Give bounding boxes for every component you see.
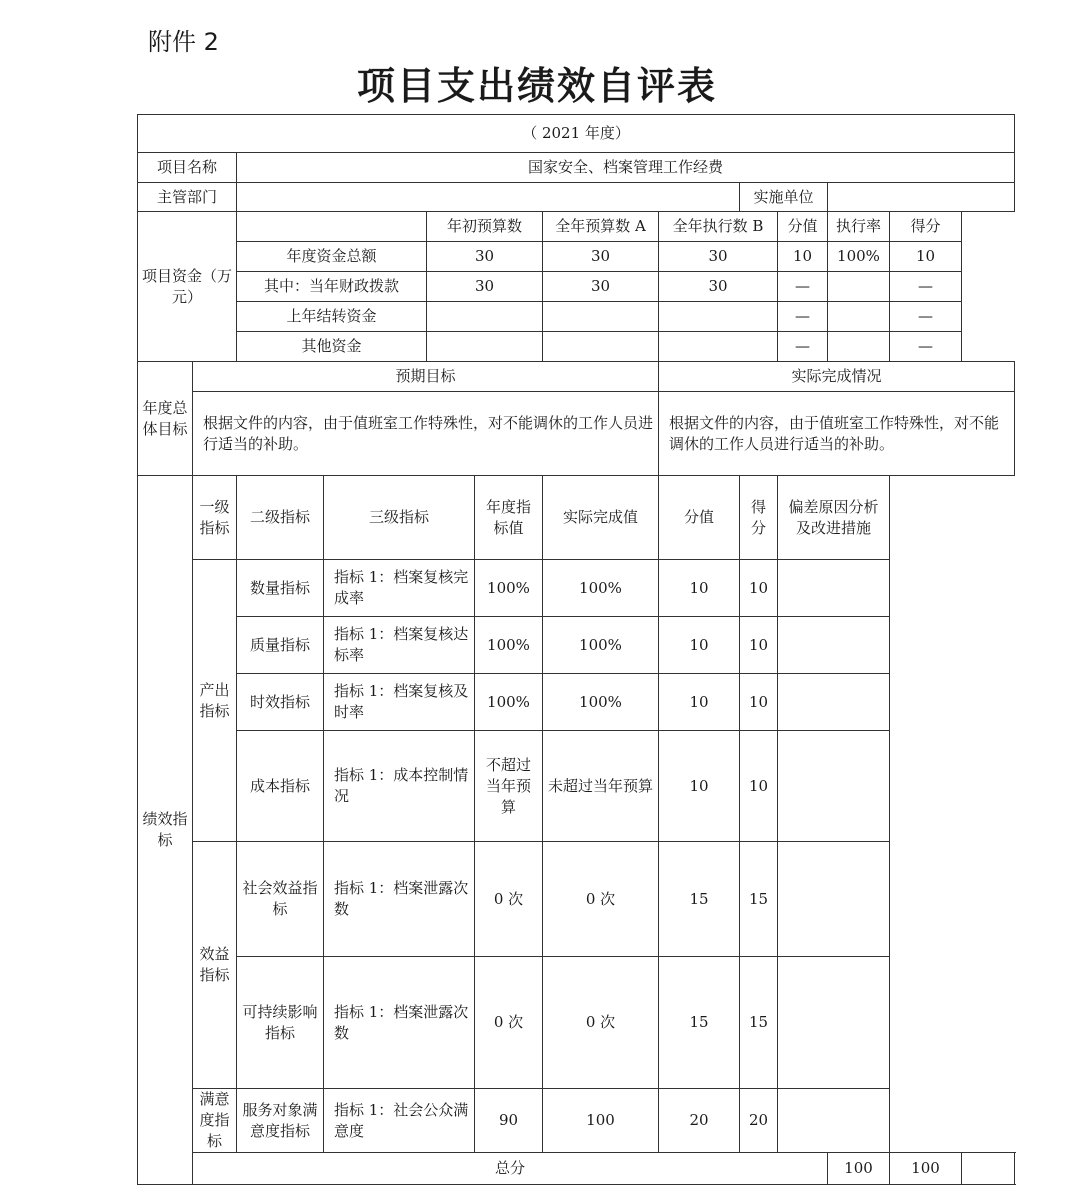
indicator-points: 10 xyxy=(659,617,740,674)
actual-value: 100 xyxy=(543,1089,659,1153)
target-value: 100% xyxy=(475,617,543,674)
indicator-score: 10 xyxy=(740,617,778,674)
level2-indicator: 成本指标 xyxy=(237,731,324,842)
funds-row-label: 年度资金总额 xyxy=(237,242,427,272)
funds-cell: — xyxy=(778,302,828,332)
unit-value xyxy=(828,183,1015,212)
project-name-label: 项目名称 xyxy=(138,153,237,183)
indicator-score: 15 xyxy=(740,842,778,957)
funds-header: 全年执行数 B xyxy=(659,212,778,242)
project-name-value: 国家安全、档案管理工作经费 xyxy=(237,153,1015,183)
indicator-score: 10 xyxy=(740,731,778,842)
total-points: 100 xyxy=(828,1153,890,1185)
total-score: 100 xyxy=(890,1153,962,1185)
level2-indicator: 时效指标 xyxy=(237,674,324,731)
funds-row-label: 上年结转资金 xyxy=(237,302,427,332)
total-label: 总分 xyxy=(193,1153,828,1185)
deviation-note xyxy=(778,560,890,617)
indicator-points: 10 xyxy=(659,560,740,617)
unit-label: 实施单位 xyxy=(740,183,828,212)
page-title: 项目支出绩效自评表 xyxy=(356,63,717,108)
level3-indicator: 指标 1：档案泄露次数 xyxy=(324,957,475,1089)
funds-cell: 10 xyxy=(890,242,962,272)
funds-cell: 30 xyxy=(543,272,659,302)
year-caption: （ 2021 年度） xyxy=(138,115,1015,153)
funds-header: 分值 xyxy=(778,212,828,242)
funds-header: 执行率 xyxy=(828,212,890,242)
level2-indicator: 服务对象满意度指标 xyxy=(237,1089,324,1153)
level3-indicator: 指标 1：成本控制情况 xyxy=(324,731,475,842)
funds-cell xyxy=(427,302,543,332)
funds-cell: 30 xyxy=(659,242,778,272)
output-indicator-label: 产出指标 xyxy=(193,560,237,842)
deviation-note xyxy=(778,617,890,674)
actual-value: 未超过当年预算 xyxy=(543,731,659,842)
indicator-points: 15 xyxy=(659,957,740,1089)
indicator-score: 10 xyxy=(740,560,778,617)
level3-indicator: 指标 1：社会公众满意度 xyxy=(324,1089,475,1153)
actual-value: 0 次 xyxy=(543,957,659,1089)
target-value: 不超过当年预算 xyxy=(475,731,543,842)
funds-cell: — xyxy=(890,272,962,302)
funds-cell xyxy=(659,302,778,332)
target-value: 0 次 xyxy=(475,957,543,1089)
level3-indicator: 指标 1：档案复核及时率 xyxy=(324,674,475,731)
performance-label: 绩效指标 xyxy=(138,476,193,1185)
indicator-score: 15 xyxy=(740,957,778,1089)
self-evaluation-table xyxy=(137,114,1015,1185)
target-value: 100% xyxy=(475,560,543,617)
perf-header: 偏差原因分析及改进措施 xyxy=(778,476,890,560)
actual-goal-text: 根据文件的内容，由于值班室工作特殊性，对不能调休的工作人员进行适当的补助。 xyxy=(659,392,1015,476)
indicator-points: 15 xyxy=(659,842,740,957)
level2-indicator: 可持续影响指标 xyxy=(237,957,324,1089)
funds-cell: — xyxy=(778,272,828,302)
perf-header: 分值 xyxy=(659,476,740,560)
funds-cell: 30 xyxy=(427,242,543,272)
actual-value: 100% xyxy=(543,560,659,617)
dept-value xyxy=(237,183,740,212)
funds-cell xyxy=(427,332,543,362)
indicator-score: 20 xyxy=(740,1089,778,1153)
expected-goal-text: 根据文件的内容，由于值班室工作特殊性，对不能调休的工作人员进行适当的补助。 xyxy=(193,392,659,476)
satisfaction-indicator-label: 满意度指标 xyxy=(193,1089,237,1153)
actual-value: 100% xyxy=(543,674,659,731)
funds-cell xyxy=(659,332,778,362)
level3-indicator: 指标 1：档案泄露次数 xyxy=(324,842,475,957)
deviation-note xyxy=(778,1089,890,1153)
perf-header: 得分 xyxy=(740,476,778,560)
funds-cell: 30 xyxy=(659,272,778,302)
expected-goal-header: 预期目标 xyxy=(193,362,659,392)
funds-header: 得分 xyxy=(890,212,962,242)
indicator-points: 10 xyxy=(659,674,740,731)
funds-cell: — xyxy=(890,302,962,332)
funds-header: 全年预算数 A xyxy=(543,212,659,242)
indicator-score: 10 xyxy=(740,674,778,731)
funds-cell xyxy=(828,272,890,302)
benefit-indicator-label: 效益指标 xyxy=(193,842,237,1089)
indicator-points: 10 xyxy=(659,731,740,842)
attachment-label: 附件 2 xyxy=(148,28,219,56)
perf-header: 年度指标值 xyxy=(475,476,543,560)
funds-header: 年初预算数 xyxy=(427,212,543,242)
annual-goal-label: 年度总体目标 xyxy=(138,362,193,476)
perf-header: 三级指标 xyxy=(324,476,475,560)
funds-cell: 10 xyxy=(778,242,828,272)
indicator-points: 20 xyxy=(659,1089,740,1153)
funds-header-blank xyxy=(237,212,427,242)
level3-indicator: 指标 1：档案复核完成率 xyxy=(324,560,475,617)
funds-cell xyxy=(543,332,659,362)
funds-row-label: 其他资金 xyxy=(237,332,427,362)
deviation-note xyxy=(778,731,890,842)
funds-cell xyxy=(828,302,890,332)
actual-goal-header: 实际完成情况 xyxy=(659,362,1015,392)
funds-cell: 100% xyxy=(828,242,890,272)
level2-indicator: 质量指标 xyxy=(237,617,324,674)
perf-header: 一级指标 xyxy=(193,476,237,560)
deviation-note xyxy=(778,957,890,1089)
funds-cell: 30 xyxy=(543,242,659,272)
funds-row-label: 其中：当年财政拨款 xyxy=(237,272,427,302)
target-value: 0 次 xyxy=(475,842,543,957)
level3-indicator: 指标 1：档案复核达标率 xyxy=(324,617,475,674)
funds-cell: 30 xyxy=(427,272,543,302)
dept-label: 主管部门 xyxy=(138,183,237,212)
funds-cell xyxy=(543,302,659,332)
level2-indicator: 数量指标 xyxy=(237,560,324,617)
total-note xyxy=(962,1153,1015,1185)
funds-cell: — xyxy=(890,332,962,362)
actual-value: 0 次 xyxy=(543,842,659,957)
perf-header: 二级指标 xyxy=(237,476,324,560)
actual-value: 100% xyxy=(543,617,659,674)
level2-indicator: 社会效益指标 xyxy=(237,842,324,957)
funds-cell xyxy=(828,332,890,362)
funds-cell: — xyxy=(778,332,828,362)
deviation-note xyxy=(778,674,890,731)
target-value: 90 xyxy=(475,1089,543,1153)
funds-label: 项目资金（万元） xyxy=(138,212,237,362)
deviation-note xyxy=(778,842,890,957)
perf-header: 实际完成值 xyxy=(543,476,659,560)
target-value: 100% xyxy=(475,674,543,731)
